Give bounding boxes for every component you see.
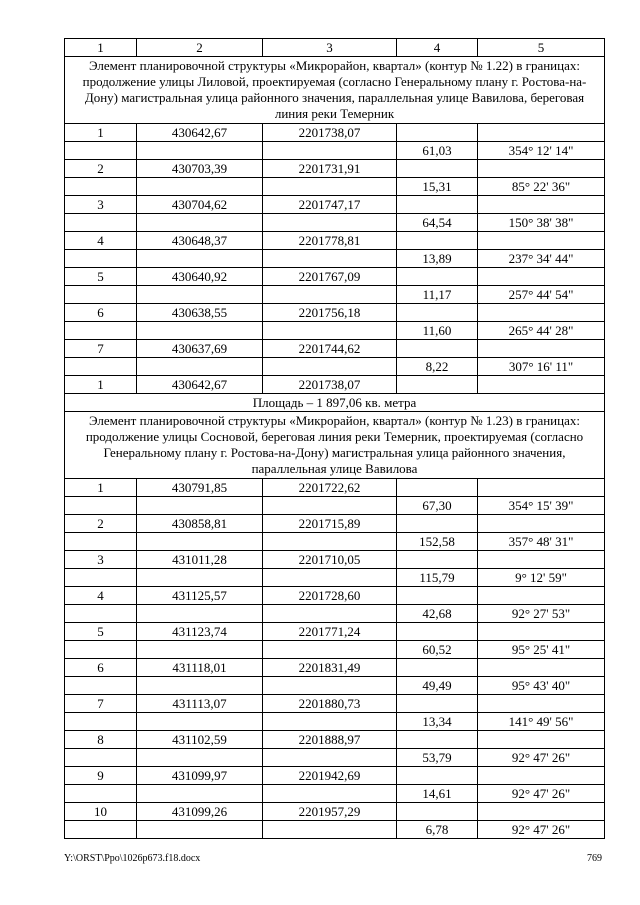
empty-cell bbox=[65, 821, 137, 839]
point-row bbox=[65, 232, 605, 250]
point-number-cell: 3 bbox=[65, 551, 137, 569]
point-number-cell: 3 bbox=[65, 196, 137, 214]
point-row bbox=[65, 515, 605, 533]
empty-cell bbox=[65, 358, 137, 376]
empty-cell bbox=[65, 322, 137, 340]
empty-cell bbox=[137, 605, 263, 623]
section-title-row bbox=[65, 57, 605, 124]
point-number-cell: 9 bbox=[65, 767, 137, 785]
distance-cell: 13,34 bbox=[397, 713, 478, 731]
segment-row bbox=[65, 497, 605, 515]
segment-row bbox=[65, 142, 605, 160]
y-coordinate-cell: 2201771,24 bbox=[263, 623, 397, 641]
empty-cell bbox=[397, 731, 478, 749]
empty-cell bbox=[263, 358, 397, 376]
y-coordinate-cell: 2201888,97 bbox=[263, 731, 397, 749]
empty-cell bbox=[65, 677, 137, 695]
x-coordinate-cell: 430637,69 bbox=[137, 340, 263, 358]
distance-cell: 115,79 bbox=[397, 569, 478, 587]
distance-cell: 152,58 bbox=[397, 533, 478, 551]
footer-file-path: Y:\ORST\Ppo\1026p673.f18.docx bbox=[64, 853, 201, 864]
empty-cell bbox=[263, 749, 397, 767]
point-number-cell: 2 bbox=[65, 515, 137, 533]
empty-cell bbox=[65, 641, 137, 659]
bearing-angle-cell: 95° 25' 41" bbox=[478, 641, 605, 659]
empty-cell bbox=[478, 268, 605, 286]
distance-cell: 11,60 bbox=[397, 322, 478, 340]
footer-page-number: 769 bbox=[587, 853, 602, 864]
empty-cell bbox=[478, 731, 605, 749]
distance-cell: 11,17 bbox=[397, 286, 478, 304]
empty-cell bbox=[263, 322, 397, 340]
empty-cell bbox=[137, 749, 263, 767]
segment-row bbox=[65, 250, 605, 268]
empty-cell bbox=[65, 178, 137, 196]
segment-row bbox=[65, 821, 605, 839]
segment-row bbox=[65, 178, 605, 196]
empty-cell bbox=[478, 376, 605, 394]
empty-cell bbox=[137, 677, 263, 695]
empty-cell bbox=[263, 214, 397, 232]
point-row bbox=[65, 268, 605, 286]
empty-cell bbox=[137, 533, 263, 551]
empty-cell bbox=[137, 142, 263, 160]
empty-cell bbox=[263, 250, 397, 268]
bearing-angle-cell: 354° 12' 14" bbox=[478, 142, 605, 160]
empty-cell bbox=[478, 551, 605, 569]
x-coordinate-cell: 430642,67 bbox=[137, 376, 263, 394]
x-coordinate-cell: 430704,62 bbox=[137, 196, 263, 214]
distance-cell: 42,68 bbox=[397, 605, 478, 623]
empty-cell bbox=[397, 767, 478, 785]
segment-row bbox=[65, 569, 605, 587]
bearing-angle-cell: 141° 49' 56" bbox=[478, 713, 605, 731]
empty-cell bbox=[478, 124, 605, 142]
segment-row bbox=[65, 749, 605, 767]
point-number-cell: 1 bbox=[65, 376, 137, 394]
y-coordinate-cell: 2201756,18 bbox=[263, 304, 397, 322]
segment-row bbox=[65, 677, 605, 695]
y-coordinate-cell: 2201957,29 bbox=[263, 803, 397, 821]
bearing-angle-cell: 92° 47' 26" bbox=[478, 749, 605, 767]
point-number-cell: 1 bbox=[65, 479, 137, 497]
empty-cell bbox=[65, 250, 137, 268]
bearing-angle-cell: 95° 43' 40" bbox=[478, 677, 605, 695]
empty-cell bbox=[137, 286, 263, 304]
point-row bbox=[65, 623, 605, 641]
column-number-row bbox=[65, 39, 605, 57]
empty-cell bbox=[263, 677, 397, 695]
bearing-angle-cell: 85° 22' 36" bbox=[478, 178, 605, 196]
point-number-cell: 5 bbox=[65, 623, 137, 641]
empty-cell bbox=[137, 250, 263, 268]
distance-cell: 14,61 bbox=[397, 785, 478, 803]
point-row bbox=[65, 731, 605, 749]
distance-cell: 49,49 bbox=[397, 677, 478, 695]
x-coordinate-cell: 431118,01 bbox=[137, 659, 263, 677]
empty-cell bbox=[65, 569, 137, 587]
segment-row bbox=[65, 605, 605, 623]
bearing-angle-cell: 9° 12' 59" bbox=[478, 569, 605, 587]
point-number-cell: 6 bbox=[65, 659, 137, 677]
point-number-cell: 8 bbox=[65, 731, 137, 749]
distance-cell: 15,31 bbox=[397, 178, 478, 196]
area-value: Площадь – 1 897,06 кв. метра bbox=[65, 394, 605, 412]
empty-cell bbox=[478, 659, 605, 677]
segment-row bbox=[65, 286, 605, 304]
column-number-cell: 2 bbox=[137, 39, 263, 57]
empty-cell bbox=[478, 160, 605, 178]
empty-cell bbox=[397, 695, 478, 713]
bearing-angle-cell: 357° 48' 31" bbox=[478, 533, 605, 551]
empty-cell bbox=[397, 479, 478, 497]
empty-cell bbox=[397, 587, 478, 605]
segment-row bbox=[65, 358, 605, 376]
bearing-angle-cell: 92° 47' 26" bbox=[478, 785, 605, 803]
empty-cell bbox=[397, 124, 478, 142]
point-row bbox=[65, 196, 605, 214]
y-coordinate-cell: 2201722,62 bbox=[263, 479, 397, 497]
point-row bbox=[65, 803, 605, 821]
empty-cell bbox=[478, 695, 605, 713]
empty-cell bbox=[137, 497, 263, 515]
y-coordinate-cell: 2201738,07 bbox=[263, 124, 397, 142]
distance-cell: 60,52 bbox=[397, 641, 478, 659]
empty-cell bbox=[263, 713, 397, 731]
point-number-cell: 1 bbox=[65, 124, 137, 142]
empty-cell bbox=[137, 322, 263, 340]
x-coordinate-cell: 431102,59 bbox=[137, 731, 263, 749]
point-row bbox=[65, 479, 605, 497]
x-coordinate-cell: 431099,26 bbox=[137, 803, 263, 821]
x-coordinate-cell: 430638,55 bbox=[137, 304, 263, 322]
point-number-cell: 7 bbox=[65, 340, 137, 358]
empty-cell bbox=[263, 497, 397, 515]
empty-cell bbox=[478, 196, 605, 214]
empty-cell bbox=[65, 214, 137, 232]
empty-cell bbox=[137, 358, 263, 376]
y-coordinate-cell: 2201778,81 bbox=[263, 232, 397, 250]
y-coordinate-cell: 2201715,89 bbox=[263, 515, 397, 533]
empty-cell bbox=[478, 515, 605, 533]
empty-cell bbox=[263, 821, 397, 839]
empty-cell bbox=[137, 569, 263, 587]
column-number-cell: 5 bbox=[478, 39, 605, 57]
x-coordinate-cell: 431011,28 bbox=[137, 551, 263, 569]
distance-cell: 64,54 bbox=[397, 214, 478, 232]
y-coordinate-cell: 2201731,91 bbox=[263, 160, 397, 178]
empty-cell bbox=[478, 623, 605, 641]
x-coordinate-cell: 431123,74 bbox=[137, 623, 263, 641]
distance-cell: 53,79 bbox=[397, 749, 478, 767]
point-number-cell: 2 bbox=[65, 160, 137, 178]
point-row bbox=[65, 587, 605, 605]
point-row bbox=[65, 551, 605, 569]
empty-cell bbox=[65, 286, 137, 304]
y-coordinate-cell: 2201710,05 bbox=[263, 551, 397, 569]
y-coordinate-cell: 2201831,49 bbox=[263, 659, 397, 677]
column-number-cell: 1 bbox=[65, 39, 137, 57]
point-row bbox=[65, 376, 605, 394]
table-body bbox=[65, 39, 605, 839]
empty-cell bbox=[397, 232, 478, 250]
empty-cell bbox=[263, 142, 397, 160]
empty-cell bbox=[397, 623, 478, 641]
distance-cell: 61,03 bbox=[397, 142, 478, 160]
empty-cell bbox=[65, 605, 137, 623]
empty-cell bbox=[263, 533, 397, 551]
bearing-angle-cell: 265° 44' 28" bbox=[478, 322, 605, 340]
empty-cell bbox=[137, 641, 263, 659]
bearing-angle-cell: 92° 27' 53" bbox=[478, 605, 605, 623]
empty-cell bbox=[397, 304, 478, 322]
bearing-angle-cell: 354° 15' 39" bbox=[478, 497, 605, 515]
empty-cell bbox=[397, 160, 478, 178]
area-row bbox=[65, 394, 605, 412]
empty-cell bbox=[263, 286, 397, 304]
empty-cell bbox=[65, 142, 137, 160]
empty-cell bbox=[65, 533, 137, 551]
empty-cell bbox=[137, 785, 263, 803]
empty-cell bbox=[65, 785, 137, 803]
point-number-cell: 4 bbox=[65, 232, 137, 250]
empty-cell bbox=[65, 749, 137, 767]
x-coordinate-cell: 430703,39 bbox=[137, 160, 263, 178]
empty-cell bbox=[65, 497, 137, 515]
bearing-angle-cell: 92° 47' 26" bbox=[478, 821, 605, 839]
point-number-cell: 6 bbox=[65, 304, 137, 322]
empty-cell bbox=[478, 803, 605, 821]
bearing-angle-cell: 307° 16' 11" bbox=[478, 358, 605, 376]
segment-row bbox=[65, 533, 605, 551]
distance-cell: 8,22 bbox=[397, 358, 478, 376]
point-row bbox=[65, 767, 605, 785]
empty-cell bbox=[478, 587, 605, 605]
point-number-cell: 4 bbox=[65, 587, 137, 605]
point-number-cell: 5 bbox=[65, 268, 137, 286]
empty-cell bbox=[397, 551, 478, 569]
empty-cell bbox=[478, 340, 605, 358]
empty-cell bbox=[263, 785, 397, 803]
distance-cell: 6,78 bbox=[397, 821, 478, 839]
point-number-cell: 10 bbox=[65, 803, 137, 821]
y-coordinate-cell: 2201767,09 bbox=[263, 268, 397, 286]
segment-row bbox=[65, 785, 605, 803]
segment-row bbox=[65, 713, 605, 731]
point-row bbox=[65, 124, 605, 142]
empty-cell bbox=[397, 659, 478, 677]
empty-cell bbox=[137, 178, 263, 196]
coordinates-table bbox=[64, 38, 605, 839]
empty-cell bbox=[65, 713, 137, 731]
bearing-angle-cell: 257° 44' 54" bbox=[478, 286, 605, 304]
section-title-row bbox=[65, 412, 605, 479]
y-coordinate-cell: 2201880,73 bbox=[263, 695, 397, 713]
point-row bbox=[65, 160, 605, 178]
empty-cell bbox=[397, 268, 478, 286]
bearing-angle-cell: 237° 34' 44" bbox=[478, 250, 605, 268]
segment-row bbox=[65, 641, 605, 659]
y-coordinate-cell: 2201744,62 bbox=[263, 340, 397, 358]
segment-row bbox=[65, 322, 605, 340]
empty-cell bbox=[397, 515, 478, 533]
empty-cell bbox=[263, 641, 397, 659]
section-title: Элемент планировочной структуры «Микрорайон, квартал» (контур № 1.22) в границах: продолжение улицы Лиловой, проектируемая (согласно Генеральному плану г. Ростова-на-Дону) магистральная улица районного значения, параллельная улице Вавилова, береговая линия реки Темерник bbox=[65, 57, 605, 124]
point-row bbox=[65, 340, 605, 358]
empty-cell bbox=[137, 713, 263, 731]
point-number-cell: 7 bbox=[65, 695, 137, 713]
empty-cell bbox=[137, 214, 263, 232]
empty-cell bbox=[478, 479, 605, 497]
distance-cell: 13,89 bbox=[397, 250, 478, 268]
section-title: Элемент планировочной структуры «Микрорайон, квартал» (контур № 1.23) в границах: продолжение улицы Сосновой, береговая линия реки Темерник, проектируемая (согласно Генеральному плану г. Ростова-на-Дону) магистральная улица районного значения, параллельная улице Вавилова bbox=[65, 412, 605, 479]
empty-cell bbox=[263, 605, 397, 623]
segment-row bbox=[65, 214, 605, 232]
y-coordinate-cell: 2201728,60 bbox=[263, 587, 397, 605]
empty-cell bbox=[397, 803, 478, 821]
empty-cell bbox=[478, 767, 605, 785]
column-number-cell: 4 bbox=[397, 39, 478, 57]
x-coordinate-cell: 430858,81 bbox=[137, 515, 263, 533]
empty-cell bbox=[263, 569, 397, 587]
point-row bbox=[65, 659, 605, 677]
empty-cell bbox=[397, 196, 478, 214]
empty-cell bbox=[397, 376, 478, 394]
empty-cell bbox=[478, 232, 605, 250]
distance-cell: 67,30 bbox=[397, 497, 478, 515]
x-coordinate-cell: 431113,07 bbox=[137, 695, 263, 713]
empty-cell bbox=[397, 340, 478, 358]
x-coordinate-cell: 431099,97 bbox=[137, 767, 263, 785]
column-number-cell: 3 bbox=[263, 39, 397, 57]
point-row bbox=[65, 304, 605, 322]
x-coordinate-cell: 430648,37 bbox=[137, 232, 263, 250]
empty-cell bbox=[263, 178, 397, 196]
empty-cell bbox=[137, 821, 263, 839]
y-coordinate-cell: 2201738,07 bbox=[263, 376, 397, 394]
empty-cell bbox=[478, 304, 605, 322]
bearing-angle-cell: 150° 38' 38" bbox=[478, 214, 605, 232]
x-coordinate-cell: 430640,92 bbox=[137, 268, 263, 286]
x-coordinate-cell: 430642,67 bbox=[137, 124, 263, 142]
y-coordinate-cell: 2201942,69 bbox=[263, 767, 397, 785]
x-coordinate-cell: 430791,85 bbox=[137, 479, 263, 497]
x-coordinate-cell: 431125,57 bbox=[137, 587, 263, 605]
y-coordinate-cell: 2201747,17 bbox=[263, 196, 397, 214]
point-row bbox=[65, 695, 605, 713]
